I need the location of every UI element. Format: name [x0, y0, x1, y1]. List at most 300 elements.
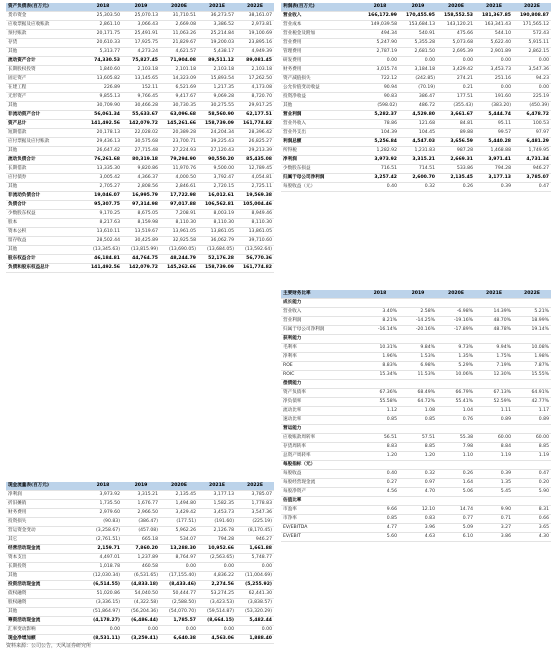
- financial-ratios-cell: 64.91%: [513, 389, 551, 398]
- balance-sheet-cell: 106,562.81: [198, 201, 236, 210]
- financial-ratios-row: [281, 488, 551, 497]
- income-statement-row: [281, 39, 551, 48]
- income-statement-row-label: 管理费用: [281, 48, 361, 57]
- balance-sheet-cell: 56,770.36: [236, 255, 274, 264]
- balance-sheet-cell: 28,502.44: [84, 237, 122, 246]
- income-statement-cell: 572.43: [513, 30, 551, 39]
- balance-sheet-cell: 52,176.28: [198, 255, 236, 264]
- income-statement-cell: 191.60: [475, 93, 513, 102]
- income-statement-row: [281, 147, 551, 156]
- financial-ratios-row: [281, 461, 551, 470]
- financial-ratios-row: [281, 497, 551, 506]
- income-statement-cell: (598.02): [361, 102, 399, 111]
- financial-ratios-row: [281, 533, 551, 542]
- balance-sheet-row-label: 负债和股东权益总计: [6, 264, 84, 273]
- income-statement-cell: 0.26: [437, 183, 475, 192]
- balance-sheet-cell: 97,314.98: [122, 201, 160, 210]
- income-statement-cell: 181,367.85: [475, 12, 513, 21]
- financial-ratios-cell: 0.83: [399, 515, 437, 524]
- financial-ratios-row: [281, 344, 551, 353]
- income-statement-cell: 6,481.29: [513, 138, 551, 147]
- balance-sheet-cell: 25,491.91: [122, 30, 160, 39]
- income-statement-row: [281, 48, 551, 57]
- cash-flow-cell: 946.27: [236, 536, 274, 545]
- income-statement-cell: 166,172.99: [361, 12, 399, 21]
- financial-ratios-cell: 1.64: [437, 479, 475, 488]
- financial-ratios-header-cell: 2021E: [475, 290, 513, 299]
- balance-sheet-cell: 145,262.66: [160, 264, 198, 273]
- financial-ratios-cell: 9.90: [475, 506, 513, 515]
- financial-ratios-cell: [475, 299, 513, 308]
- income-statement-header-cell: 2021E: [475, 3, 513, 12]
- financial-ratios-row-label: 应收账款周转率: [281, 434, 361, 443]
- financial-ratios-cell: [361, 299, 399, 308]
- financial-ratios-cell: 55.38: [437, 434, 475, 443]
- income-statement-cell: 94.23: [513, 75, 551, 84]
- balance-sheet-row: [6, 102, 274, 111]
- income-statement-header-cell: 2018: [361, 3, 399, 12]
- cash-flow-cell: (225.19): [236, 518, 274, 527]
- income-statement-cell: 5,282.37: [361, 111, 399, 120]
- balance-sheet-cell: 16,012.61: [198, 192, 236, 201]
- financial-ratios-cell: [361, 380, 399, 389]
- financial-ratios-row: [281, 353, 551, 362]
- cash-flow-cell: (59,514.87): [198, 608, 236, 617]
- financial-ratios-cell: 0.89: [475, 416, 513, 425]
- financial-ratios-cell: 42.77%: [513, 398, 551, 407]
- income-statement-header-cell: 利润表(百万元): [281, 3, 361, 12]
- financial-ratios-row: [281, 416, 551, 425]
- balance-sheet-row-label: 其他: [6, 147, 84, 156]
- balance-sheet-cell: 21,829.67: [160, 39, 198, 48]
- cash-flow-cell: 1,676.77: [122, 500, 160, 509]
- income-statement-row: [281, 66, 551, 75]
- balance-sheet-header-cell: 2021E: [198, 3, 236, 12]
- financial-ratios-cell: 3.86: [475, 533, 513, 542]
- balance-sheet-row-label: 长期借款: [6, 165, 84, 174]
- income-statement-cell: 0.00: [513, 57, 551, 66]
- financial-ratios-header-cell: 2018: [361, 290, 399, 299]
- balance-sheet-row-label: 资产总计: [6, 120, 84, 129]
- balance-sheet-cell: 8,110.30: [198, 219, 236, 228]
- income-statement-cell: 95.11: [475, 120, 513, 129]
- financial-ratios-row: [281, 443, 551, 452]
- balance-sheet-cell: 32,925.58: [160, 237, 198, 246]
- balance-sheet-cell: 16,995.79: [122, 192, 160, 201]
- financial-ratios-cell: 4.63: [399, 533, 437, 542]
- cash-flow-cell: 0.00: [236, 563, 274, 572]
- balance-sheet-row-label: 股本: [6, 219, 84, 228]
- financial-ratios-cell: 9.94%: [475, 344, 513, 353]
- income-statement-header-cell: 2022E: [513, 3, 551, 12]
- balance-sheet-cell: 7,208.91: [160, 210, 198, 219]
- cash-flow-row: [6, 554, 274, 563]
- income-statement-cell: 3,257.42: [361, 174, 399, 183]
- financial-ratios-cell: 3.96: [399, 524, 437, 533]
- balance-sheet-row: [6, 183, 274, 192]
- financial-ratios-cell: [513, 461, 551, 470]
- income-statement-cell: 3,661.67: [437, 111, 475, 120]
- financial-ratios-cell: 0.39: [475, 470, 513, 479]
- financial-ratios-row-label: 偿债能力: [281, 380, 361, 389]
- cash-flow-cell: 2,966.50: [122, 509, 160, 518]
- income-statement-cell: 0.21: [437, 84, 475, 93]
- income-statement-row-label: 营业外支出: [281, 129, 361, 138]
- financial-ratios-table: [281, 290, 551, 542]
- balance-sheet-cell: 74,330.53: [84, 57, 122, 66]
- financial-ratios-cell: 55.58%: [361, 398, 399, 407]
- cash-flow-row: [6, 563, 274, 572]
- balance-sheet-cell: 27,224.93: [160, 147, 198, 156]
- financial-ratios-cell: 14.74: [437, 506, 475, 515]
- financial-ratios-cell: 19.14%: [513, 326, 551, 335]
- balance-sheet-cell: 5,438.17: [198, 48, 236, 57]
- cash-flow-row-label: 现金净增加额: [6, 635, 84, 644]
- financial-ratios-header-cell: 2020E: [437, 290, 475, 299]
- income-statement-cell: 90.83: [361, 93, 399, 102]
- cash-flow-cell: 2,159.71: [84, 545, 122, 554]
- balance-sheet-cell: 4,000.50: [160, 174, 198, 183]
- financial-ratios-cell: -17.89%: [437, 326, 475, 335]
- balance-sheet-row: [6, 66, 274, 75]
- balance-sheet-row-label: 其他: [6, 48, 84, 57]
- income-statement-row-label: 营业外收入: [281, 120, 361, 129]
- income-statement-cell: 5,256.84: [361, 138, 399, 147]
- cash-flow-cell: 2,274.56: [198, 581, 236, 590]
- cash-flow-cell: 4,836.22: [198, 572, 236, 581]
- income-statement-cell: 225.19: [513, 93, 551, 102]
- cash-flow-row-label: 资本支出: [6, 554, 84, 563]
- financial-ratios-cell: 9.66: [361, 506, 399, 515]
- income-statement-row-label: 利润总额: [281, 138, 361, 147]
- balance-sheet-cell: 3,066.43: [122, 21, 160, 30]
- balance-sheet-cell: 27,715.48: [122, 147, 160, 156]
- financial-ratios-cell: 1.19: [475, 452, 513, 461]
- balance-sheet-cell: 13,610.11: [84, 228, 122, 237]
- financial-ratios-row: [281, 425, 551, 434]
- financial-ratios-row-label: 毛利率: [281, 344, 361, 353]
- balance-sheet-row: [6, 75, 274, 84]
- balance-sheet-row: [6, 156, 274, 165]
- financial-ratios-cell: 7.98: [437, 443, 475, 452]
- income-statement-cell: 2,862.15: [513, 48, 551, 57]
- cash-flow-cell: 5,748.77: [236, 554, 274, 563]
- cash-flow-row-label: 其他: [6, 608, 84, 617]
- balance-sheet-row: [6, 174, 274, 183]
- income-statement-cell: 533.86: [437, 165, 475, 174]
- financial-ratios-cell: -14.25%: [399, 317, 437, 326]
- financial-ratios-cell: 12.30%: [475, 371, 513, 380]
- balance-sheet-cell: 158,739.09: [198, 264, 236, 273]
- balance-sheet-row: [6, 165, 274, 174]
- cash-flow-cell: 0.00: [84, 626, 122, 635]
- income-statement-cell: 0.00: [399, 57, 437, 66]
- balance-sheet-header-cell: 资产负债表(百万元): [6, 3, 84, 12]
- income-statement-row-label: 其他: [281, 102, 361, 111]
- balance-sheet-row: [6, 93, 274, 102]
- balance-sheet-cell: 97,017.88: [160, 201, 198, 210]
- balance-sheet-cell: 142,079.72: [122, 120, 160, 129]
- balance-sheet-row: [6, 48, 274, 57]
- financial-ratios-row: [281, 434, 551, 443]
- income-statement-row: [281, 111, 551, 120]
- balance-sheet-header-cell: 2020E: [160, 3, 198, 12]
- income-statement-cell: 0.00: [513, 84, 551, 93]
- cash-flow-cell: 1,582.35: [198, 500, 236, 509]
- financial-ratios-row: [281, 398, 551, 407]
- cash-flow-cell: 0.00: [198, 563, 236, 572]
- income-statement-cell: 5,247.90: [361, 39, 399, 48]
- cash-flow-cell: 53,274.25: [198, 590, 236, 599]
- financial-ratios-cell: 48.70%: [475, 317, 513, 326]
- financial-ratios-cell: [361, 461, 399, 470]
- financial-ratios-cell: 0.77: [437, 515, 475, 524]
- financial-ratios-cell: 1.12: [361, 407, 399, 416]
- balance-sheet-cell: 4,949.39: [236, 48, 274, 57]
- cash-flow-cell: 0.00: [122, 626, 160, 635]
- cash-flow-row-label: 投资活动现金流: [6, 581, 84, 590]
- balance-sheet-cell: 30,575.68: [122, 138, 160, 147]
- cash-flow-row-label: 股权融资: [6, 599, 84, 608]
- cash-flow-cell: 51,020.86: [84, 590, 122, 599]
- balance-sheet-cell: 55,633.67: [122, 111, 160, 120]
- financial-ratios-cell: [399, 299, 437, 308]
- cash-flow-cell: 0.00: [160, 563, 198, 572]
- income-statement-cell: 2,901.89: [475, 48, 513, 57]
- cash-flow-cell: (11,004.69): [236, 572, 274, 581]
- cash-flow-row: [6, 500, 274, 509]
- balance-sheet-cell: 19,200.03: [198, 39, 236, 48]
- cash-flow-cell: (457.08): [122, 527, 160, 536]
- cash-flow-cell: 6,640.38: [160, 635, 198, 644]
- cash-flow-cell: (56,204.36): [122, 608, 160, 617]
- financial-ratios-cell: 0.47: [513, 470, 551, 479]
- financial-ratios-cell: 9.73%: [437, 344, 475, 353]
- income-statement-cell: 190,808.87: [513, 12, 551, 21]
- balance-sheet-cell: 38,161.07: [236, 12, 274, 21]
- balance-sheet-cell: 23,700.71: [160, 138, 198, 147]
- income-statement-cell: (70.19): [399, 84, 437, 93]
- income-statement-row: [281, 138, 551, 147]
- balance-sheet-cell: 30,425.89: [122, 237, 160, 246]
- income-statement-row-label: 投资净收益: [281, 93, 361, 102]
- balance-sheet-row-label: 其他: [6, 102, 84, 111]
- balance-sheet-row-label: 股东权益合计: [6, 255, 84, 264]
- financial-ratios-row: [281, 515, 551, 524]
- income-statement-cell: 6,478.72: [513, 111, 551, 120]
- income-statement-row-label: 所得税: [281, 147, 361, 156]
- financial-ratios-cell: -16.14%: [361, 326, 399, 335]
- financial-ratios-cell: 10.08%: [513, 344, 551, 353]
- balance-sheet-cell: 30,275.55: [198, 102, 236, 111]
- income-statement-cell: 90.94: [361, 84, 399, 93]
- income-statement-cell: 2,695.39: [437, 48, 475, 57]
- income-statement-cell: 714.51: [399, 165, 437, 174]
- financial-ratios-cell: 15.55%: [513, 371, 551, 380]
- balance-sheet-row-label: 长期股权投资: [6, 66, 84, 75]
- income-statement-cell: 104.45: [399, 129, 437, 138]
- balance-sheet-row-label: 流动资产合计: [6, 57, 84, 66]
- financial-ratios-cell: 5.06: [437, 488, 475, 497]
- balance-sheet-cell: 2,861.10: [84, 21, 122, 30]
- cash-flow-cell: (3,838.57): [236, 599, 274, 608]
- income-statement-cell: 3,015.74: [361, 66, 399, 75]
- income-statement-cell: 1,282.92: [361, 147, 399, 156]
- balance-sheet-row: [6, 228, 274, 237]
- balance-sheet-header-cell: 2022E: [236, 3, 274, 12]
- financial-ratios-row-label: 每股收益: [281, 470, 361, 479]
- cash-flow-cell: 62,441.30: [236, 590, 274, 599]
- financial-ratios-row-label: 速动比率: [281, 416, 361, 425]
- cash-flow-cell: 665.18: [122, 536, 160, 545]
- balance-sheet-cell: 44,764.75: [122, 255, 160, 264]
- financial-ratios-cell: 1.08: [399, 407, 437, 416]
- balance-sheet-cell: 2,103.18: [122, 66, 160, 75]
- cash-flow-cell: (5,255.92): [236, 581, 274, 590]
- cash-flow-cell: (3,423.53): [198, 599, 236, 608]
- balance-sheet-cell: 13,335.30: [84, 165, 122, 174]
- cash-flow-cell: 0.00: [198, 626, 236, 635]
- cash-flow-cell: 1,888.40: [236, 635, 274, 644]
- cash-flow-cell: (3,258.67): [84, 527, 122, 536]
- balance-sheet-cell: 161,774.82: [236, 264, 274, 273]
- cash-flow-cell: (2,761.51): [84, 536, 122, 545]
- cash-flow-header-cell: 2020E: [160, 482, 198, 491]
- financial-ratios-cell: [399, 497, 437, 506]
- financial-ratios-row: [281, 362, 551, 371]
- cash-flow-cell: 2,135.45: [160, 491, 198, 500]
- income-statement-cell: 104.39: [361, 129, 399, 138]
- balance-sheet-cell: 2,103.18: [236, 66, 274, 75]
- balance-sheet-cell: 13,861.05: [198, 228, 236, 237]
- cash-flow-cell: 13,288.30: [160, 545, 198, 554]
- financial-ratios-cell: 15.34%: [361, 371, 399, 380]
- financial-ratios-cell: 1.35%: [437, 353, 475, 362]
- balance-sheet-row-label: 应付票据及应付账款: [6, 138, 84, 147]
- financial-ratios-cell: 55.41%: [437, 398, 475, 407]
- balance-sheet-cell: 95,307.75: [84, 201, 122, 210]
- cash-flow-cell: 3,973.92: [84, 491, 122, 500]
- income-statement-cell: 0.47: [513, 183, 551, 192]
- balance-sheet-cell: (13,345.63): [84, 246, 122, 255]
- income-statement-row: [281, 120, 551, 129]
- balance-sheet-row-label: 短期借款: [6, 129, 84, 138]
- balance-sheet-cell: 2,669.08: [160, 21, 198, 30]
- balance-sheet-cell: 161,774.82: [236, 120, 274, 129]
- balance-sheet-cell: 28,396.42: [236, 129, 274, 138]
- financial-ratios-cell: [437, 299, 475, 308]
- income-statement-cell: 5,444.74: [475, 111, 513, 120]
- financial-ratios-cell: 10.31%: [361, 344, 399, 353]
- income-statement-cell: 2,787.19: [361, 48, 399, 57]
- cash-flow-cell: 7,860.20: [122, 545, 160, 554]
- financial-ratios-cell: 7.87%: [513, 362, 551, 371]
- balance-sheet-cell: 26,825.27: [236, 138, 274, 147]
- balance-sheet-cell: 4,273.24: [122, 48, 160, 57]
- income-statement-cell: 1,231.83: [399, 147, 437, 156]
- financial-ratios-cell: 68.49%: [399, 389, 437, 398]
- balance-sheet-row: [6, 111, 274, 120]
- cash-flow-cell: (386.47): [122, 518, 160, 527]
- balance-sheet-row: [6, 219, 274, 228]
- financial-ratios-cell: 4.56: [361, 488, 399, 497]
- balance-sheet-cell: 79,294.90: [160, 156, 198, 165]
- cash-flow-cell: 4,563.06: [198, 635, 236, 644]
- income-statement-header-cell: 2020E: [437, 3, 475, 12]
- income-statement-cell: 3,973.92: [361, 156, 399, 165]
- cash-flow-header-cell: 2019: [122, 482, 160, 491]
- financial-ratios-cell: 67.36%: [361, 389, 399, 398]
- income-statement-row-label: 研发费用: [281, 57, 361, 66]
- balance-sheet-row-label: 其他: [6, 183, 84, 192]
- balance-sheet-cell: 8,159.98: [122, 219, 160, 228]
- financial-ratios-row-label: 净利率: [281, 353, 361, 362]
- financial-ratios-row: [281, 380, 551, 389]
- financial-ratios-row-label: 流动比率: [281, 407, 361, 416]
- income-statement-cell: 2,669.31: [437, 156, 475, 165]
- financial-ratios-header-cell: 2019: [399, 290, 437, 299]
- financial-ratios-cell: 8.85: [513, 443, 551, 452]
- financial-ratios-cell: 0.20: [513, 479, 551, 488]
- balance-sheet-cell: 8,110.30: [236, 219, 274, 228]
- cash-flow-cell: 794.28: [198, 536, 236, 545]
- balance-sheet-cell: 13,605.82: [84, 75, 122, 84]
- balance-sheet-row: [6, 21, 274, 30]
- financial-ratios-cell: 12.10: [399, 506, 437, 515]
- balance-sheet-cell: (13,684.05): [198, 246, 236, 255]
- financial-ratios-cell: [437, 335, 475, 344]
- balance-sheet-cell: 85,435.08: [236, 156, 274, 165]
- financial-ratios-cell: 5.45: [475, 488, 513, 497]
- income-statement-row: [281, 75, 551, 84]
- balance-sheet-cell: 8,110.30: [160, 219, 198, 228]
- balance-sheet-row: [6, 210, 274, 219]
- financial-ratios-cell: 5.29%: [437, 362, 475, 371]
- financial-ratios-cell: 64.72%: [399, 398, 437, 407]
- financial-ratios-row-label: 成长能力: [281, 299, 361, 308]
- financial-ratios-cell: [437, 497, 475, 506]
- balance-sheet-cell: 71,904.08: [160, 57, 198, 66]
- income-statement-cell: 5,355.28: [399, 39, 437, 48]
- balance-sheet-cell: 226.89: [84, 84, 122, 93]
- income-statement-cell: 3,547.36: [513, 66, 551, 75]
- balance-sheet-cell: 30,466.28: [122, 102, 160, 111]
- financial-ratios-cell: 0.85: [361, 515, 399, 524]
- financial-ratios-cell: [437, 425, 475, 434]
- financial-ratios-cell: 1.20: [399, 452, 437, 461]
- income-statement-cell: 5,915.11: [513, 39, 551, 48]
- balance-sheet-row-label: 留存收益: [6, 237, 84, 246]
- balance-sheet-row: [6, 246, 274, 255]
- financial-ratios-cell: 3.27: [475, 524, 513, 533]
- income-statement-cell: 149,039.58: [361, 21, 399, 30]
- balance-sheet-cell: 46,184.81: [84, 255, 122, 264]
- balance-sheet-cell: 24,204.34: [198, 129, 236, 138]
- income-statement-cell: 946.27: [513, 165, 551, 174]
- balance-sheet-cell: 158,739.09: [198, 120, 236, 129]
- balance-sheet-cell: 19,100.69: [236, 30, 274, 39]
- income-statement-cell: 0.00: [475, 84, 513, 93]
- cash-flow-cell: (4,322.58): [122, 599, 160, 608]
- financial-ratios-cell: 48.78%: [475, 326, 513, 335]
- cash-flow-row: [6, 590, 274, 599]
- financial-ratios-cell: 8.31: [513, 506, 551, 515]
- balance-sheet-row-label: 存货: [6, 39, 84, 48]
- financial-ratios-cell: [475, 335, 513, 344]
- income-statement-row: [281, 84, 551, 93]
- financial-ratios-row: [281, 524, 551, 533]
- balance-sheet-header: [6, 3, 274, 12]
